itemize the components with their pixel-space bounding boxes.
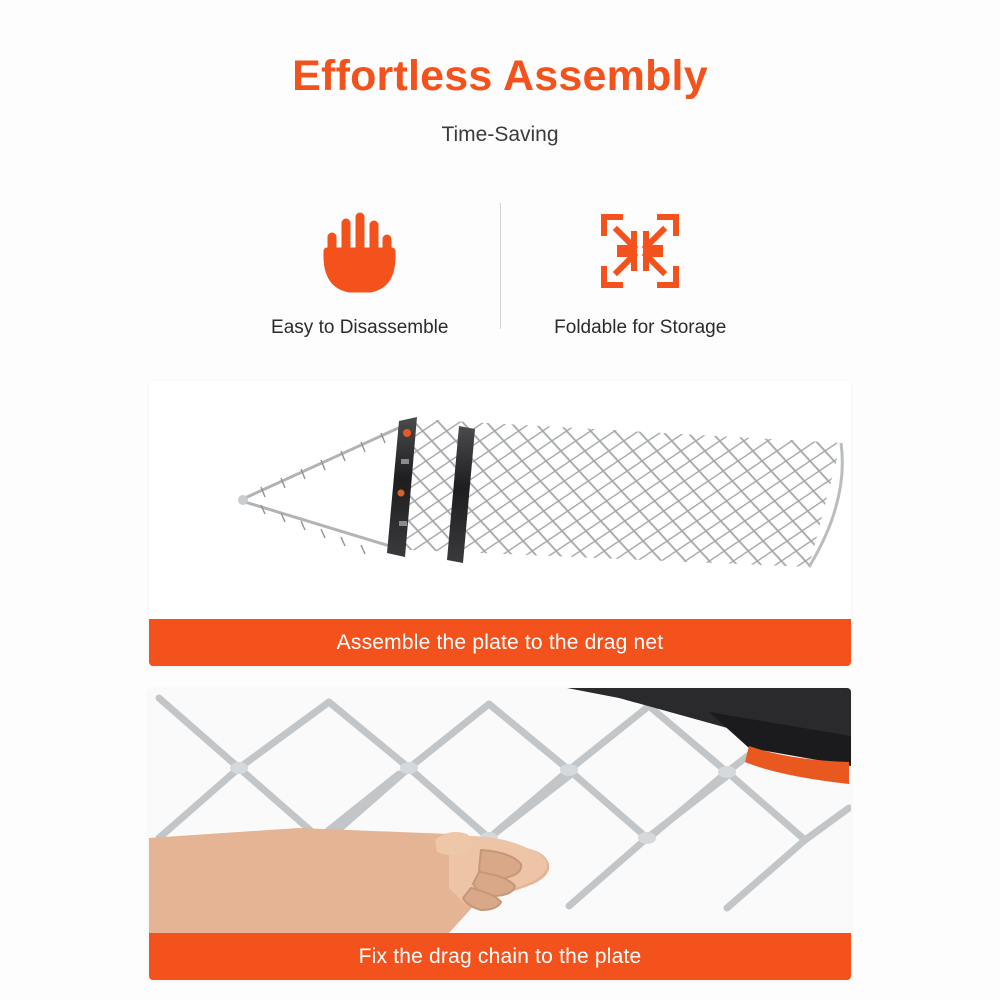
instruction-card-list	[149, 381, 851, 980]
page-title: Effortless Assembly	[292, 52, 708, 100]
hand-holding-drag-chain-photo	[149, 688, 851, 933]
feature-foldable-for-storage	[501, 199, 781, 339]
feature-label: Easy to Disassemble	[271, 317, 449, 338]
instruction-card	[149, 381, 851, 666]
open-hand-icon	[312, 199, 408, 303]
instruction-card	[149, 688, 851, 980]
feature-easy-to-disassemble	[220, 199, 500, 339]
card-caption: Fix the drag chain to the plate	[149, 933, 851, 980]
drag-net-with-plate-photo	[149, 381, 851, 619]
card-caption: Assemble the plate to the drag net	[149, 619, 851, 666]
feature-list	[220, 199, 780, 339]
collapse-arrows-icon	[592, 199, 688, 303]
feature-label: Foldable for Storage	[554, 317, 727, 338]
page-subtitle: Time-Saving	[441, 123, 559, 146]
